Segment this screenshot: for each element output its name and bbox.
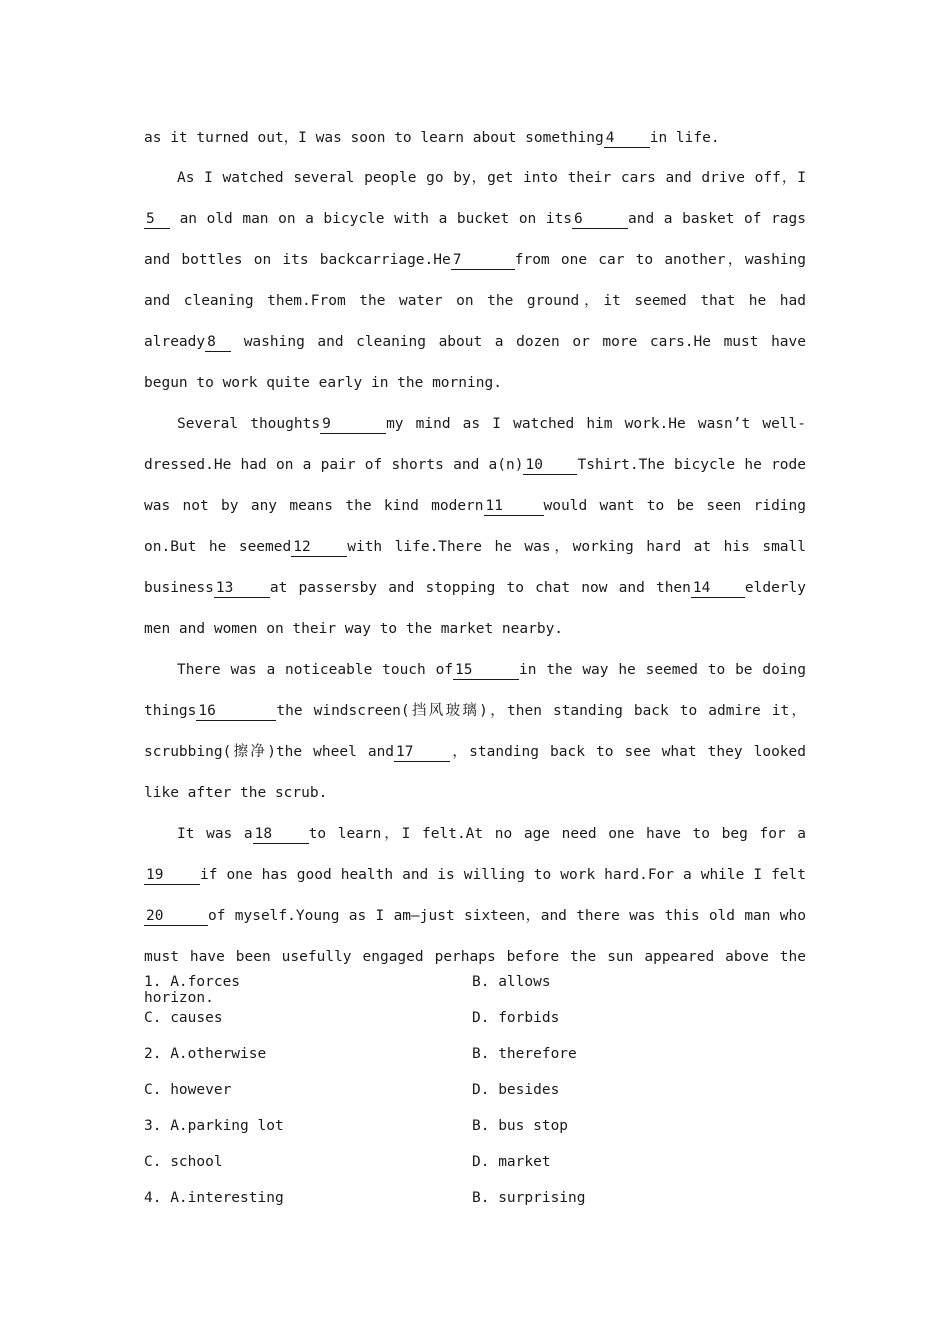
text-run: As I watched several people go by，get into their cars and drive off，I — [177, 170, 806, 186]
answer-blank: 11 — [484, 497, 544, 516]
option-left: C. however — [144, 1082, 232, 1098]
answer-blank: 18 — [253, 825, 309, 844]
answer-blank: 6 — [572, 210, 628, 229]
option-left: 4. A.interesting — [144, 1190, 284, 1206]
option-row — [144, 1180, 806, 1216]
text-run: There was a noticeable touch of — [177, 662, 454, 678]
text-run: if one has good health and is willing to work hard.For a while I felt — [200, 867, 806, 883]
text-run: washing and cleaning about a dozen or more cars.He must have begun to work quite early in the morning. — [144, 334, 806, 391]
paragraph-0 — [144, 124, 806, 152]
text-run: an old man on a bicycle with a bucket on its — [170, 211, 573, 227]
paragraph-1 — [144, 158, 806, 404]
answer-blank: 10 — [523, 456, 577, 475]
text-run: Tshirt.The bicycle he rode was not by any means the kind modern — [144, 457, 806, 514]
option-left: 3. A.parking lot — [144, 1118, 284, 1134]
answer-blank: 13 — [214, 579, 270, 598]
option-right: B. bus stop — [472, 1118, 569, 1134]
option-right: D. besides — [472, 1082, 560, 1098]
text-run: It was a — [177, 826, 253, 842]
option-right: D. market — [472, 1154, 551, 1170]
option-left: C. causes — [144, 1010, 223, 1026]
answer-blank: 14 — [691, 579, 745, 598]
answer-blank: 17 — [394, 743, 450, 762]
option-left: 2. A.otherwise — [144, 1046, 267, 1062]
text-run: of myself.Young as I am—just sixteen，and there was this old man who must have been usefully engaged perhaps before the sun appeared above the horizon. — [144, 908, 806, 1006]
option-row — [144, 1144, 806, 1180]
text-run: elderly men and women on their way to the market nearby. — [144, 580, 806, 637]
text-run: to learn，I felt.At no age need one have to beg for a — [308, 826, 807, 842]
option-right: B. therefore — [472, 1046, 577, 1062]
text-run: the windscreen(挡风玻璃)，then standing back to admire it，scrubbing(擦净)the wheel and — [144, 703, 806, 760]
option-row — [144, 1000, 806, 1036]
answer-blank: 9 — [320, 415, 386, 434]
option-right: B. surprising — [472, 1190, 586, 1206]
option-row — [144, 1036, 806, 1072]
text-run: with life.There he was，working hard at his small business — [144, 539, 806, 596]
option-right: B. allows — [472, 974, 551, 990]
text-run: my mind as I watched him work.He wasn’t well-dressed.He had on a pair of shorts and a(n) — [144, 416, 806, 473]
answer-blank: 15 — [453, 661, 519, 680]
option-right: D. forbids — [472, 1010, 560, 1026]
answer-blank: 8 — [205, 333, 231, 352]
option-row — [144, 1072, 806, 1108]
option-row — [144, 1108, 806, 1144]
text-run: in the way he seemed to be doing things — [144, 662, 806, 719]
option-left: C. school — [144, 1154, 223, 1170]
text-run: Several thoughts — [177, 416, 321, 432]
answer-options — [144, 964, 806, 1216]
answer-blank: 4 — [604, 129, 650, 148]
answer-blank: 7 — [451, 251, 515, 270]
answer-blank: 5 — [144, 210, 170, 229]
answer-blank: 19 — [144, 866, 200, 885]
answer-blank: 20 — [144, 907, 208, 926]
paragraph-3 — [144, 650, 806, 814]
text-run: as it turned out，I was soon to learn about something — [144, 130, 604, 146]
answer-blank: 12 — [291, 538, 347, 557]
answer-blank: 16 — [196, 702, 276, 721]
text-run: ，standing back to see what they looked like after the scrub. — [144, 744, 806, 801]
text-run: from one car to another，washing and cleaning them.From the water on the ground，it seemed that he had already — [144, 252, 806, 350]
option-row — [144, 964, 806, 1000]
text-run: would want to be seen riding on.But he seemed — [144, 498, 806, 555]
option-left: 1. A.forces — [144, 974, 241, 990]
text-run: in life. — [649, 130, 720, 146]
paragraph-2 — [144, 404, 806, 650]
text-run: at passersby and stopping to chat now and then — [269, 580, 691, 596]
cloze-passage — [144, 124, 806, 1019]
text-run: and a basket of rags and bottles on its backcarriage.He — [144, 211, 806, 268]
